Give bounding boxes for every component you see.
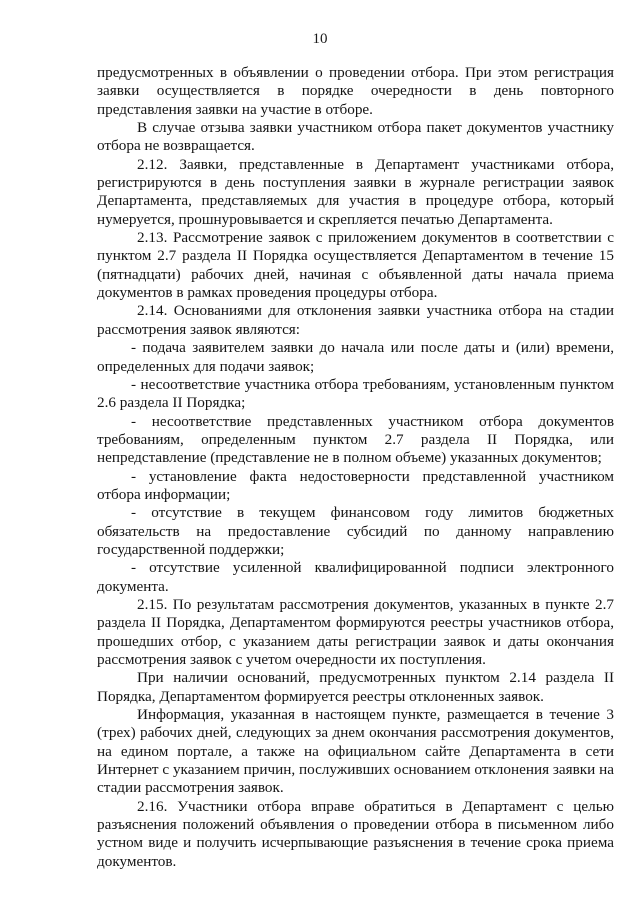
list-item-false-info: - установление факта недостоверности представленной участником отбора информации; <box>97 467 614 503</box>
list-item-signature: - отсутствие усиленной квалифицированной подписи электронного документа. <box>97 559 614 595</box>
list-item-requirements: - несоответствие участника отбора требованиям, установленным пунктом 2.6 раздела II Порядка; <box>97 375 614 412</box>
paragraph-2-15: 2.15. По результатам рассмотрения документов, указанных в пункте 2.7 раздела II Порядка, Департаментом формируются реестры участников отбора, прошедших отбор, с указанием даты регистрации заявок и даты окончания рассмотрения заявок с учетом очередности их поступления. <box>97 595 614 668</box>
paragraph-2-14: 2.14. Основаниями для отклонения заявки участника отбора на стадии рассмотрения заявок являются: <box>97 302 614 338</box>
page-number: 10 <box>312 31 328 47</box>
list-item-documents: - несоответствие представленных участником отбора документов требованиям, определенным пунктом 2.7 раздела II Порядка, или непредставление (представление не в полном объеме) указанных документов; <box>97 412 614 467</box>
paragraph-rejected-registry: При наличии оснований, предусмотренных пунктом 2.14 раздела II Порядка, Департаментом формируется реестры отклоненных заявок. <box>97 669 614 705</box>
paragraph-continuation: предусмотренных в объявлении о проведении отбора. При этом регистрация заявки осуществляется в порядке очередности в день повторного представления заявки на участие в отборе. <box>97 64 614 118</box>
paragraph-withdrawal: В случае отзыва заявки участником отбора пакет документов участнику отбора не возвращается. <box>97 119 614 155</box>
paragraph-2-13: 2.13. Рассмотрение заявок с приложением документов в соответствии с пунктом 2.7 раздела II Порядка осуществляется Департаментом в течение 15 (пятнадцати) рабочих дней, начиная с объявленной даты начала приема документов в рамках проведения процедуры отбора. <box>97 229 614 302</box>
list-item-budget: - отсутствие в текущем финансовом году лимитов бюджетных обязательств на предоставление субсидий по данному направлению государственной поддержки; <box>97 504 614 558</box>
paragraph-2-16: 2.16. Участники отбора вправе обратиться в Департамент с целью разъяснения положений объявления о проведении отбора в письменном либо устном виде и получить исчерпывающие разъяснения в течение срока приема документов. <box>97 797 614 870</box>
list-item-timing: - подача заявителем заявки до начала или после даты и (или) времени, определенных для подачи заявок; <box>97 339 614 375</box>
document-body <box>97 64 614 871</box>
paragraph-publication: Информация, указанная в настоящем пункте, размещается в течение 3 (трех) рабочих дней, следующих за днем окончания рассмотрения документов, на едином портале, а также на официальном сайте Департамента в сети Интернет с указанием причин, послуживших основанием отклонения заявки на стадии рассмотрения заявок. <box>97 706 614 797</box>
paragraph-2-12: 2.12. Заявки, представленные в Департамент участниками отбора, регистрируются в день поступления заявки в журнале регистрации заявок Департамента, представляемых для участия в процедуре отбора, который нумеруется, прошнуровывается и скрепляется печатью Департамента. <box>97 155 614 228</box>
